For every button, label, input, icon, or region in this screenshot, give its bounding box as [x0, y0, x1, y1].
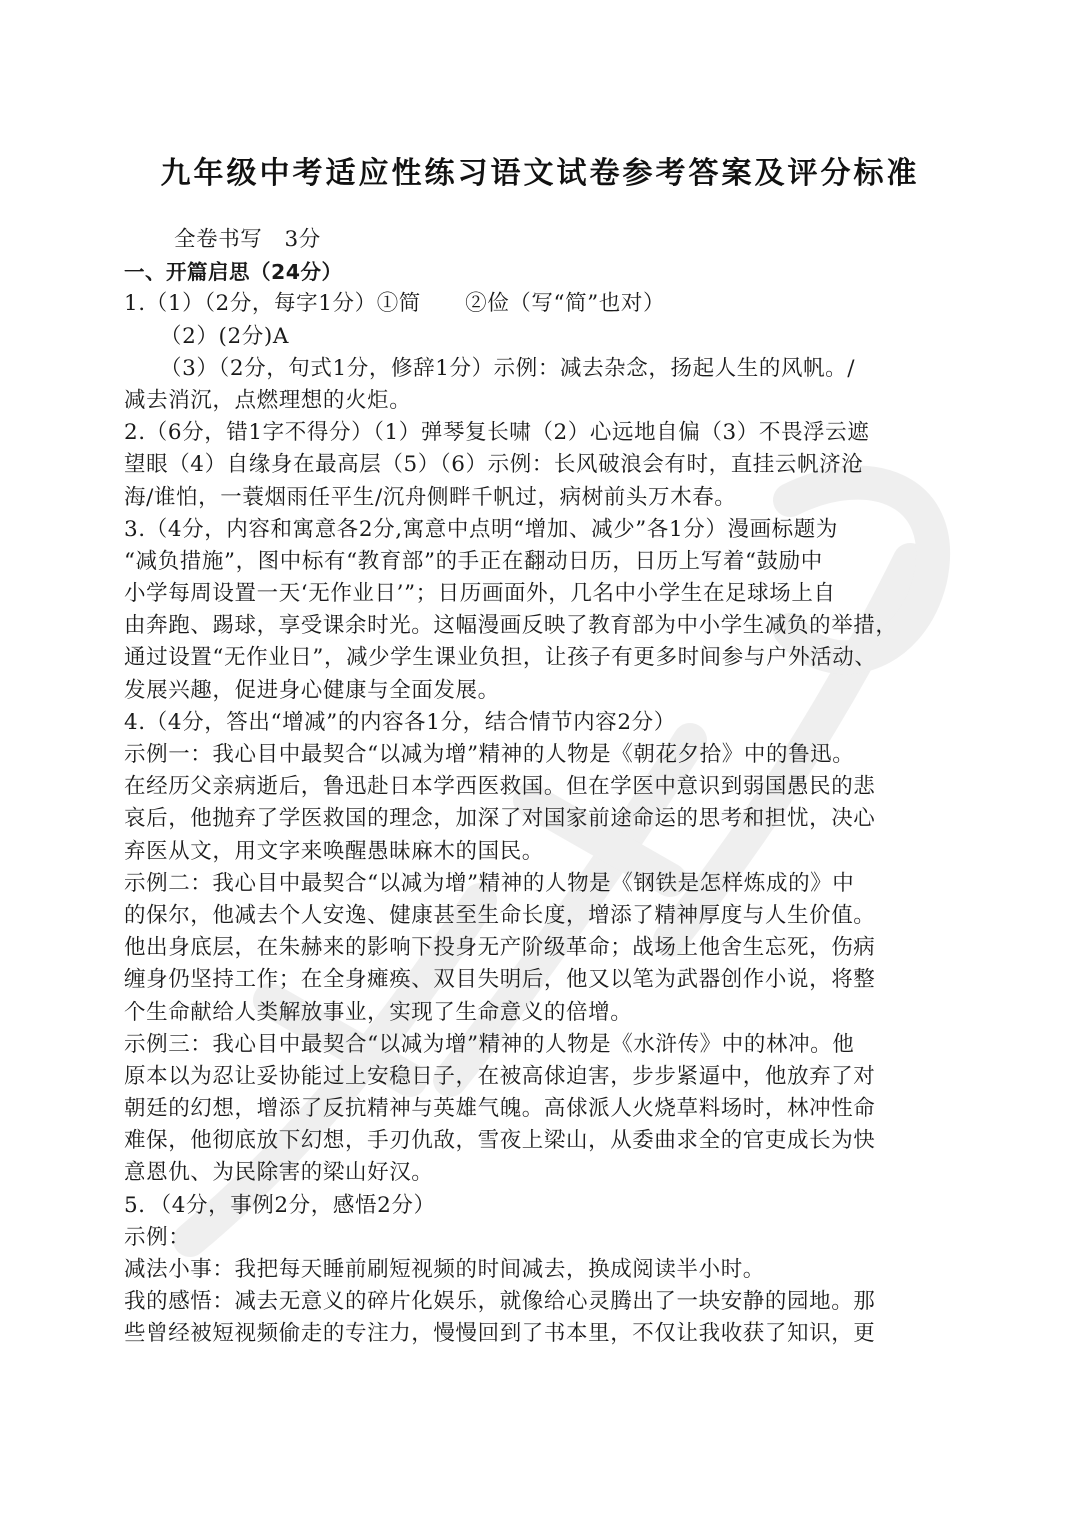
text-line: 1.（1）（2分，每字1分）①简 ②俭（写“简”也对）: [124, 291, 666, 317]
text-line: 海/谁怕，一蓑烟雨任平生/沉舟侧畔千帆过，病树前头万木春。: [124, 484, 737, 510]
text-line: 的保尔，他减去个人安逸、健康甚至生命长度，增添了精神厚度与人生价值。: [124, 902, 876, 928]
text-line: 小学每周设置一天‘无作业日’”；日历画面外，几名中小学生在足球场上自: [124, 581, 836, 607]
text-line: 示例一：我心目中最契合“以减为增”精神的人物是《朝花夕拾》中的鲁迅。: [124, 742, 855, 767]
answer-body: [124, 224, 964, 1351]
section-heading: 一、开篇启思（24分）: [124, 260, 343, 285]
text-line: 3.（4分，内容和寓意各2分,寓意中点明“增加、减少”各1分）漫画标题为: [124, 516, 838, 542]
text-line: 望眼（4）自缘身在最高层（5）（6）示例：长风破浪会有时，直挂云帆济沧: [124, 452, 864, 478]
text-line: 2.（6分，错1字不得分）（1）弹琴复长啸（2）心远地自偏（3）不畏浮云遮: [124, 420, 870, 446]
text-line: 些曾经被短视频偷走的专注力，慢慢回到了书本里，不仅让我收获了知识，更: [124, 1321, 876, 1347]
text-line: 示例二：我心目中最契合“以减为增”精神的人物是《钢铁是怎样炼成的》中: [124, 870, 855, 896]
text-line: 我的感悟：减去无意义的碎片化娱乐，就像给心灵腾出了一块安静的园地。那: [124, 1289, 876, 1315]
text-line: 难保，他彻底放下幻想，手刃仇敌，雪夜上梁山，从委曲求全的官吏成长为快: [124, 1128, 876, 1154]
text-line: 全卷书写 3分: [174, 227, 321, 252]
text-line: 哀后，他抛弃了学医救国的理念，加深了对国家前途命运的思考和担忧，决心: [124, 806, 876, 832]
text-line: 意恩仇、为民除害的梁山好汉。: [124, 1160, 434, 1186]
text-line: （3）（2分，句式1分，修辞1分）示例：减去杂念，扬起人生的风帆。/: [160, 355, 856, 381]
text-line: 在经历父亲病逝后，鲁迅赴日本学西医救国。但在学医中意识到弱国愚民的悲: [124, 774, 876, 800]
text-line: 由奔跑、踢球，享受课余时光。这幅漫画反映了教育部为中小学生减负的举措，: [124, 613, 898, 639]
text-line: 个生命献给人类解放事业，实现了生命意义的倍增。: [124, 999, 633, 1025]
text-line: 减去消沉，点燃理想的火炬。: [124, 387, 412, 413]
text-line: 原本以为忍让妥协能过上安稳日子，在被高俅迫害，步步紧逼中，他放弃了对: [124, 1063, 876, 1089]
text-line: 示例：: [124, 1224, 191, 1250]
text-line: 弃医从文，用文字来唤醒愚昧麻木的国民。: [124, 838, 544, 864]
text-line: 5．（4分，事例2分，感悟2分）: [124, 1192, 436, 1218]
text-line: 4.（4分，答出“增减”的内容各1分，结合情节内容2分）: [124, 709, 676, 735]
text-line: 示例三：我心目中最契合“以减为增”精神的人物是《水浒传》中的林冲。他: [124, 1031, 855, 1057]
text-line: 发展兴趣，促进身心健康与全面发展。: [124, 677, 500, 703]
text-line: （2）(2分)A: [160, 323, 289, 349]
text-line: 通过设置“无作业日”，减少学生课业负担，让孩子有更多时间参与户外活动、: [124, 645, 877, 671]
text-line: 减法小事：我把每天睡前刷短视频的时间减去，换成阅读半小时。: [124, 1257, 765, 1282]
text-line: “减负措施”，图中标有“教育部”的手正在翻动日历，日历上写着“鼓励中: [124, 548, 823, 574]
page-title: 九年级中考适应性练习语文试卷参考答案及评分标准: [160, 156, 920, 191]
text-line: 他出身底层，在朱赫来的影响下投身无产阶级革命；战场上他舍生忘死，伤病: [124, 935, 876, 961]
text-line: 缠身仍坚持工作；在全身瘫痪、双目失明后，他又以笔为武器创作小说，将整: [124, 967, 876, 993]
text-line: 朝廷的幻想，增添了反抗精神与英雄气魄。高俅派人火烧草料场时，林冲性命: [124, 1096, 876, 1122]
